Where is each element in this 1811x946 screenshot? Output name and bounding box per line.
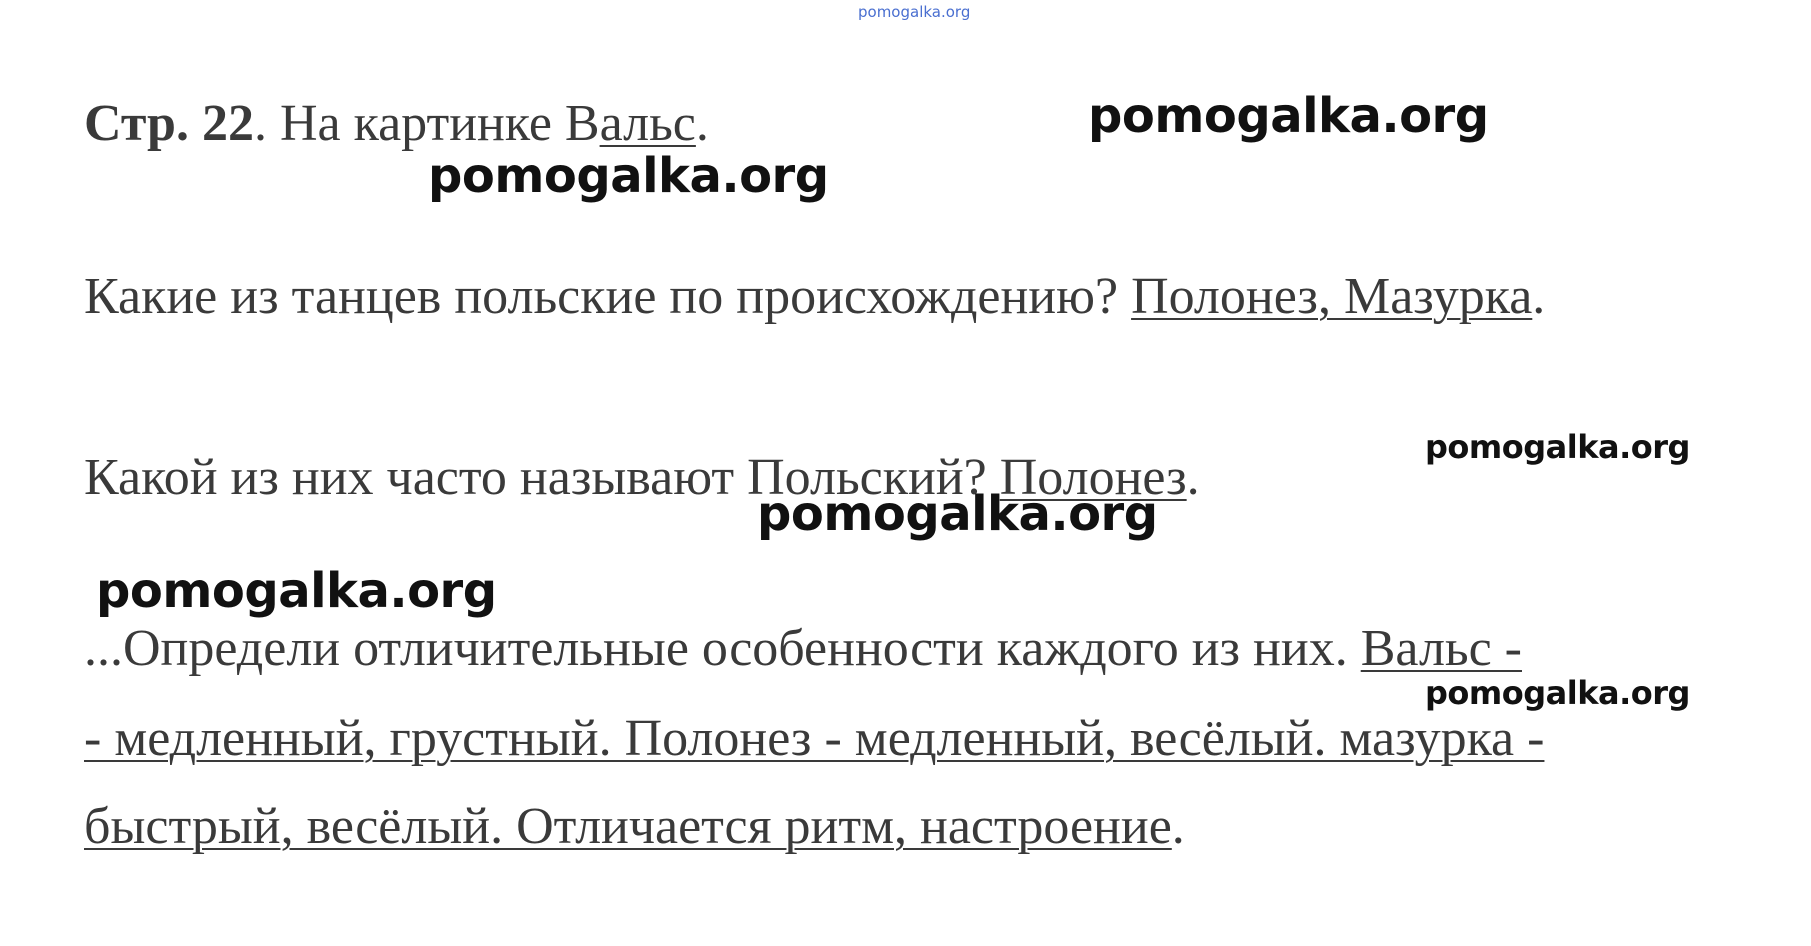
heading-text: . На картинке В bbox=[253, 95, 600, 152]
watermark: pomogalka.org bbox=[757, 486, 1158, 542]
question-3-text: ...Определи отличительные особенности каждого из них. bbox=[84, 620, 1361, 677]
question-1-text: Какие из танцев польские по происхождению? bbox=[84, 268, 1132, 325]
watermark-top: pomogalka.org bbox=[858, 3, 971, 21]
question-2-end: . bbox=[1186, 449, 1200, 506]
question-3-answer-line-1: Вальс - bbox=[1360, 620, 1522, 677]
watermark: pomogalka.org bbox=[1425, 674, 1690, 712]
heading-answer: альс bbox=[599, 95, 696, 152]
heading-end: . bbox=[695, 95, 709, 152]
question-3-line-3 bbox=[84, 797, 1185, 856]
question-1-answer: Полонез, Мазурка bbox=[1131, 268, 1533, 325]
question-1-end: . bbox=[1532, 268, 1546, 325]
page-number-label: Стр. 22 bbox=[84, 95, 254, 152]
watermark: pomogalka.org bbox=[1425, 428, 1690, 466]
question-3-line-2 bbox=[84, 709, 1544, 768]
question-3-answer-line-2: - медленный, грустный. Полонез - медленный, весёлый. мазурка - bbox=[84, 710, 1545, 767]
question-2-answer: Полонез bbox=[999, 449, 1187, 506]
question-3-answer-line-3: быстрый, весёлый. Отличается ритм, настроение bbox=[84, 798, 1172, 855]
page-heading bbox=[84, 94, 709, 153]
watermark: pomogalka.org bbox=[428, 148, 829, 204]
question-2-text: Какой из них часто называют Польский? bbox=[84, 449, 1000, 506]
question-3 bbox=[84, 619, 1522, 678]
watermark: pomogalka.org bbox=[96, 563, 497, 619]
question-3-end: . bbox=[1171, 798, 1185, 855]
watermark: pomogalka.org bbox=[1088, 88, 1489, 144]
question-1 bbox=[84, 267, 1545, 326]
